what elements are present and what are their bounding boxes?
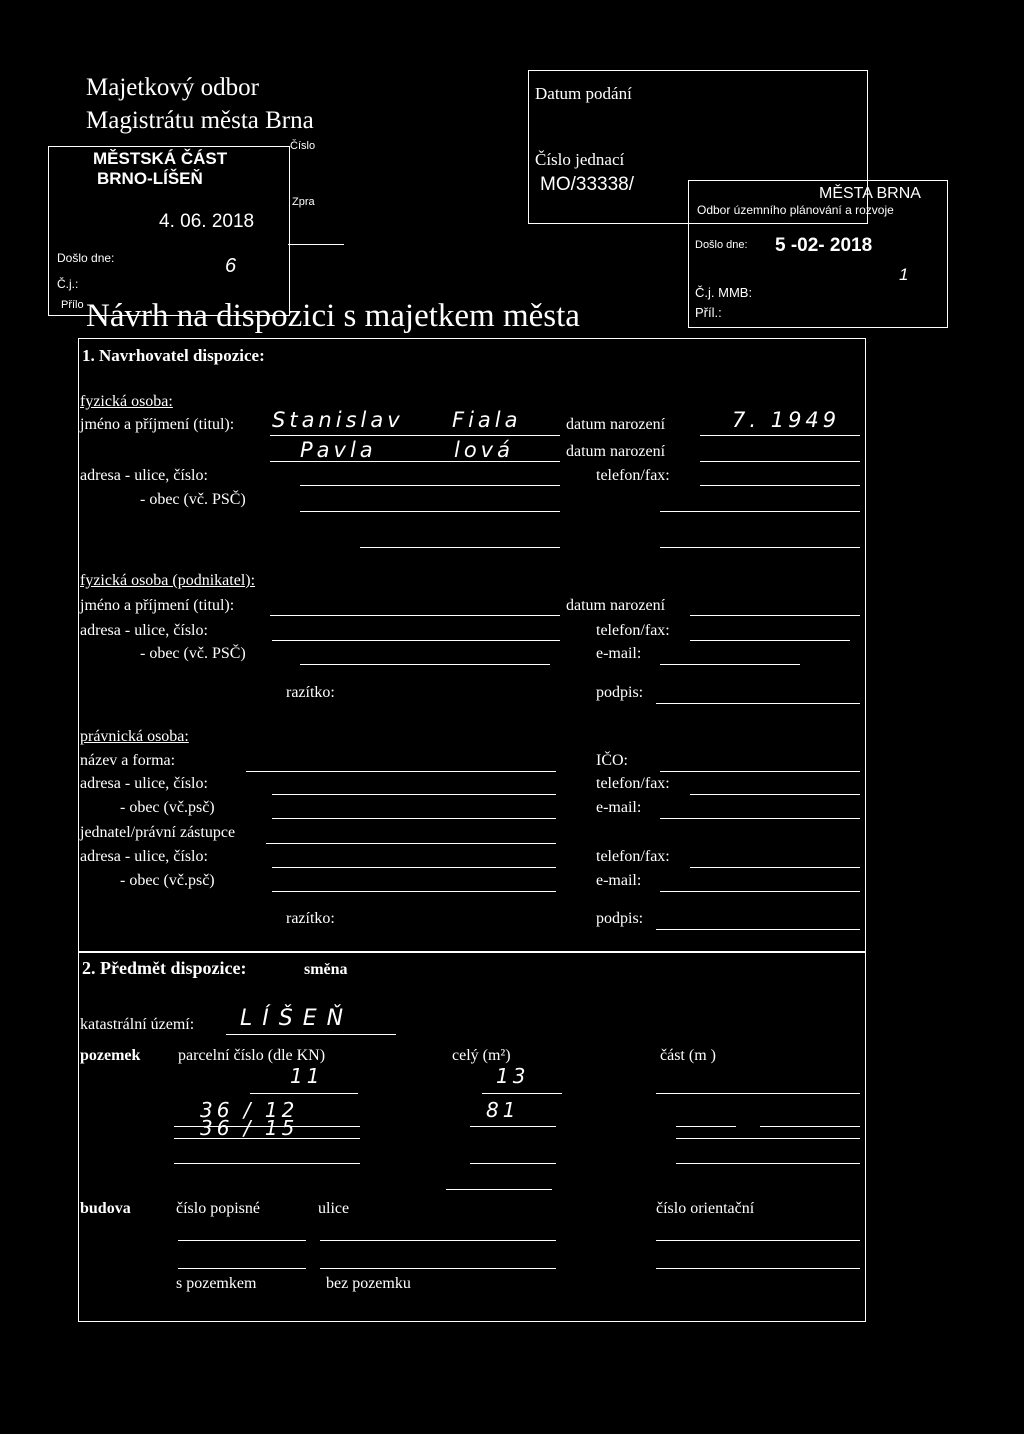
pravnicka-telefon-line	[690, 794, 860, 795]
pravnicka-telefon2-line	[690, 867, 860, 868]
cely-label: celý (m²)	[452, 1047, 511, 1064]
budova-line-1c	[656, 1240, 860, 1241]
podnikatel-obec-label: - obec (vč. PSČ)	[140, 645, 246, 662]
fyzicka-datum-label: datum narození	[566, 416, 666, 433]
fyzicka-telefon-line	[700, 485, 860, 486]
cely-line-4	[470, 1163, 556, 1164]
pravnicka-telefon-label: telefon/fax:	[596, 775, 670, 792]
page-title: Návrh na dispozici s majetkem města	[86, 298, 580, 334]
fyzicka-obec-line	[300, 511, 560, 512]
stamp-left-prilohy: Přílo	[61, 299, 84, 311]
podnikatel-email-label: e-mail:	[596, 645, 642, 662]
pravnicka-adresa2-label: adresa - ulice, číslo:	[80, 848, 208, 865]
bez-pozemku-label: bez pozemku	[326, 1275, 411, 1292]
fyzicka-prijmeni1: Fiala	[452, 408, 522, 432]
stamp-right-prilohy: Příl.:	[695, 305, 722, 320]
stamp-right-line1: MĚSTA BRNA	[819, 185, 921, 202]
pravnicka-email2-label: e-mail:	[596, 872, 642, 889]
podnikatel-podpis-line	[656, 703, 860, 704]
budova-line-2c	[656, 1268, 860, 1269]
pozemek-label: pozemek	[80, 1047, 141, 1064]
fyzicka-datum2-line	[700, 461, 860, 462]
ulice-label: ulice	[318, 1200, 350, 1217]
fyzicka-datum-line	[700, 435, 860, 436]
stamp-left-divider	[288, 244, 344, 245]
cast-line-4	[676, 1163, 860, 1164]
fyzicka-obec-label: - obec (vč. PSČ)	[140, 491, 246, 508]
section2-subject: směna	[304, 961, 348, 978]
datum-podani-label: Datum podání	[535, 84, 632, 103]
pravnicka-telefon2-label: telefon/fax:	[596, 848, 670, 865]
pravnicka-email-line	[660, 818, 860, 819]
fyzicka-jmeno-label: jméno a příjmení (titul):	[80, 416, 235, 433]
stamp-left-line1: MĚSTSKÁ ČÁST	[93, 149, 228, 168]
pravnicka-razitko-label: razítko:	[286, 910, 335, 927]
cislo-orientacni-label: číslo orientační	[656, 1200, 755, 1217]
fyzicka-jmeno-line	[270, 435, 560, 436]
budova-label: budova	[80, 1200, 131, 1217]
s-pozemkem-label: s pozemkem	[176, 1275, 257, 1292]
podnikatel-jmeno-label: jméno a příjmení (titul):	[80, 597, 235, 614]
section2-heading: 2. Předmět dispozice:	[82, 958, 247, 978]
cislo-popisne-label: číslo popisné	[176, 1200, 260, 1217]
fyzicka-podpis-line2	[660, 547, 860, 548]
stamp-left-zpra: Zpra	[292, 196, 315, 208]
pravnicka-obec-label: - obec (vč.psč)	[120, 799, 215, 816]
stamp-right-cj: Č.j. MMB:	[695, 285, 753, 300]
podnikatel-jmeno-line	[270, 615, 560, 616]
podnikatel-telefon-label: telefon/fax:	[596, 622, 670, 639]
pravnicka-email-label: e-mail:	[596, 799, 642, 816]
cely-line-5	[446, 1189, 552, 1190]
fyzicka-podpis-line	[360, 547, 560, 548]
pravnicka-adresa-label: adresa - ulice, číslo:	[80, 775, 208, 792]
pravnicka-email2-line	[660, 891, 860, 892]
parcel-row-3: 36 / 15	[200, 1116, 299, 1140]
pravnicka-podpis-label: podpis:	[596, 910, 644, 927]
stamp-right	[688, 180, 948, 328]
org-line-2: Magistrátu města Brna	[86, 107, 314, 134]
cislo-jednaci-value: MO/33338/	[540, 174, 634, 195]
katastr-label: katastrální území:	[80, 1016, 195, 1033]
parcel-line-1	[250, 1093, 358, 1094]
cast-label: část (m )	[660, 1047, 716, 1064]
fyzicka-jmeno2-line	[270, 461, 560, 462]
podnikatel-datum-label: datum narození	[566, 597, 666, 614]
section2-frame	[78, 952, 866, 1322]
pravnicka-obec-line	[272, 818, 556, 819]
pravnicka-obec2-label: - obec (vč.psč)	[120, 872, 215, 889]
pravnicka-jednatel-label: jednatel/právní zástupce	[80, 824, 236, 841]
parcel-row-2: 36 / 12	[200, 1098, 299, 1122]
pravnicka-nazev-line	[246, 771, 556, 772]
cislo-jednaci-label: Číslo jednací	[535, 150, 625, 169]
podnikatel-podpis-label: podpis:	[596, 684, 644, 701]
katastr-line	[226, 1034, 396, 1035]
parcel-line-4	[174, 1163, 360, 1164]
stamp-left-doslo: Došlo dne:	[57, 251, 115, 265]
podnikatel-razitko-label: razítko:	[286, 684, 335, 701]
section1-heading: 1. Navrhovatel dispozice:	[82, 346, 265, 365]
cast-line-2b	[760, 1126, 860, 1127]
stamp-right-doslo-value: 5 -02- 2018	[775, 235, 873, 256]
cast-line-1	[656, 1093, 860, 1094]
podnikatel-datum-line	[690, 615, 860, 616]
cast-line-3	[676, 1138, 860, 1139]
podnikatel-adresa-label: adresa - ulice, číslo:	[80, 622, 208, 639]
cely-row-1: 13	[496, 1064, 530, 1088]
fyzicka-adresa-label: adresa - ulice, číslo:	[80, 467, 208, 484]
pravnicka-jednatel-line	[266, 843, 556, 844]
fyzicka-label: fyzická osoba:	[80, 393, 173, 410]
stamp-left-handwritten: 6	[225, 255, 237, 277]
pravnicka-obec2-line	[272, 891, 556, 892]
podnikatel-adresa-line	[272, 640, 560, 641]
stamp-left-line2: BRNO-LÍŠEŇ	[97, 169, 203, 188]
fyzicka-jmeno2: Pavla	[300, 438, 377, 462]
parcelni-label: parcelní číslo (dle KN)	[178, 1047, 326, 1064]
fyzicka-adresa-line	[300, 485, 560, 486]
parcel-row-1: 11	[290, 1064, 324, 1088]
stamp-left-cislo: Číslo	[290, 140, 316, 152]
pravnicka-ico-label: IČO:	[596, 752, 628, 769]
budova-line-2b	[320, 1268, 556, 1269]
fyzicka-jmeno1: Stanislav	[272, 408, 404, 432]
cely-row-2: 81	[486, 1098, 520, 1122]
stamp-left-cj: Č.j.:	[57, 277, 79, 291]
cast-line-2	[676, 1126, 736, 1127]
stamp-right-doslo-label: Došlo dne:	[695, 239, 748, 251]
stamp-left	[48, 146, 290, 316]
podnikatel-telefon-line	[690, 640, 850, 641]
stamp-left-date: 4. 06. 2018	[159, 211, 255, 232]
katastr-value: LÍŠEŇ	[240, 1006, 354, 1031]
podnikatel-email-line	[660, 664, 800, 665]
podnikatel-obec-line	[300, 664, 550, 665]
budova-line-1b	[320, 1240, 556, 1241]
budova-line-1a	[178, 1240, 306, 1241]
parcel-line-3	[174, 1138, 360, 1139]
stamp-right-line2: Odbor územního plánování a rozvoje	[697, 203, 894, 217]
fyzicka-datum2-label: datum narození	[566, 443, 666, 460]
cely-line-1	[482, 1093, 562, 1094]
fyzicka-telefon-label: telefon/fax:	[596, 467, 670, 484]
fyzicka-prijmeni2: lová	[454, 438, 514, 462]
pravnicka-podpis-line	[656, 929, 860, 930]
pravnicka-adresa2-line	[272, 867, 556, 868]
cely-line-2	[470, 1126, 556, 1127]
fyzicka-email-line	[660, 511, 860, 512]
pravnicka-ico-line	[660, 771, 860, 772]
stamp-right-mark: 1	[899, 265, 909, 284]
org-line-1: Majetkový odbor	[86, 74, 259, 101]
pravnicka-label: právnická osoba:	[80, 728, 189, 745]
pravnicka-nazev-label: název a forma:	[80, 752, 176, 769]
pravnicka-adresa-line	[272, 794, 556, 795]
fyzicka-datum1: 7. 1949	[732, 408, 841, 432]
podnikatel-label: fyzická osoba (podnikatel):	[80, 572, 256, 589]
budova-line-2a	[178, 1268, 306, 1269]
